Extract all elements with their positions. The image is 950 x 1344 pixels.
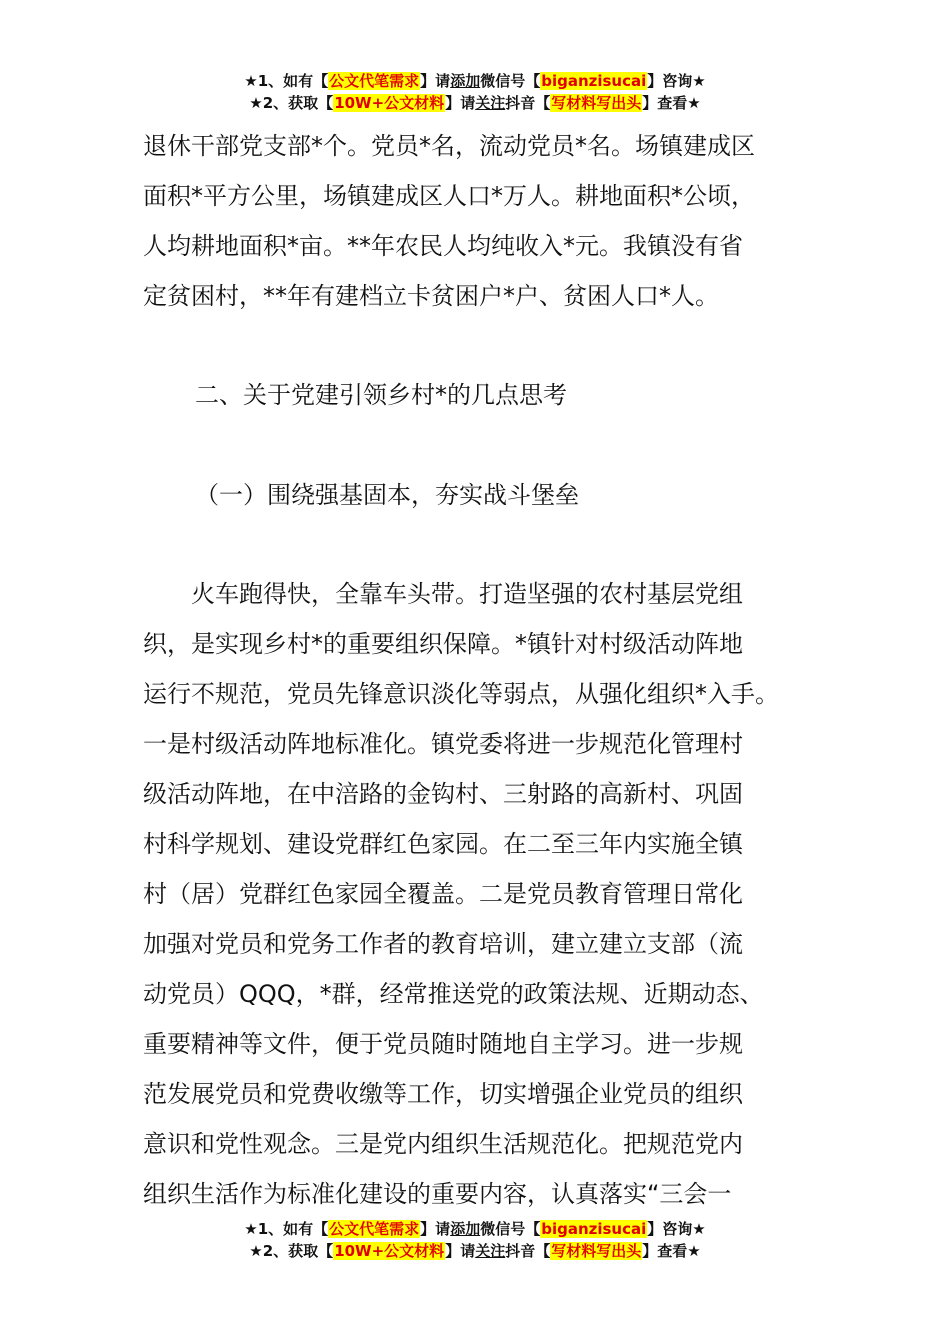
subsection-heading: （一）围绕强基固本，夯实战斗堡垒	[195, 481, 579, 509]
text-line: 组织生活作为标准化建设的重要内容，认真落实“三会一	[143, 1180, 732, 1208]
highlight-douyin: 写材料写出头	[551, 1242, 642, 1260]
body-paragraph	[143, 569, 815, 1219]
text-line: 退休干部党支部*个。党员*名，流动党员*名。场镇建成区	[143, 132, 755, 160]
text-line: 重要精神等文件，便于党员随时随地自主学习。进一步规	[143, 1030, 743, 1058]
text-line: 范发展党员和党费收缴等工作，切实增强企业党员的组织	[143, 1080, 743, 1108]
header-banner	[0, 70, 950, 114]
banner-line-2: ★2、获取【10W+公文材料】请关注抖音【写材料写出头】查看★	[249, 1242, 701, 1260]
text-line: 级活动阵地，在中涪路的金钩村、三射路的高新村、巩固	[143, 780, 743, 808]
text-line: 一是村级活动阵地标准化。镇党委将进一步规范化管理村	[143, 730, 743, 758]
text-line: 加强对党员和党务工作者的教育培训，建立建立支部（流	[143, 930, 743, 958]
text-line: 人均耕地面积*亩。**年农民人均纯收入*元。我镇没有省	[143, 232, 743, 260]
banner-line-1: ★1、如有【公文代笔需求】请添加微信号【biganzisucai】咨询★	[244, 72, 706, 90]
highlight-service: 公文代笔需求	[329, 72, 420, 90]
highlight-douyin: 写材料写出头	[551, 94, 642, 112]
text-line: 动党员）QQQ，*群，经常推送党的政策法规、近期动态、	[143, 980, 764, 1008]
banner-line-2: ★2、获取【10W+公文材料】请关注抖音【写材料写出头】查看★	[249, 94, 701, 112]
text-line: 意识和党性观念。三是党内组织生活规范化。把规范党内	[143, 1130, 743, 1158]
highlight-service: 公文代笔需求	[329, 1220, 420, 1238]
text-line: 运行不规范，党员先锋意识淡化等弱点，从强化组织*入手。	[143, 680, 779, 708]
text-line: 火车跑得快，全靠车头带。打造坚强的农村基层党组	[143, 580, 743, 608]
text-line: 面积*平方公里，场镇建成区人口*万人。耕地面积*公顷，	[143, 182, 755, 210]
intro-paragraph	[143, 121, 815, 321]
highlight-materials: 10W+公文材料	[334, 94, 445, 112]
highlight-materials: 10W+公文材料	[334, 1242, 445, 1260]
banner-line-1: ★1、如有【公文代笔需求】请添加微信号【biganzisucai】咨询★	[244, 1220, 706, 1238]
highlight-wechat-id: biganzisucai	[541, 1220, 647, 1238]
section-heading: 二、关于党建引领乡村*的几点思考	[195, 381, 567, 409]
text-line: 定贫困村，**年有建档立卡贫困户*户、贫困人口*人。	[143, 282, 719, 310]
footer-banner	[0, 1218, 950, 1262]
text-line: 村（居）党群红色家园全覆盖。二是党员教育管理日常化	[143, 880, 743, 908]
text-line: 织，是实现乡村*的重要组织保障。*镇针对村级活动阵地	[143, 630, 743, 658]
highlight-wechat-id: biganzisucai	[541, 72, 647, 90]
text-line: 村科学规划、建设党群红色家园。在二至三年内实施全镇	[143, 830, 743, 858]
